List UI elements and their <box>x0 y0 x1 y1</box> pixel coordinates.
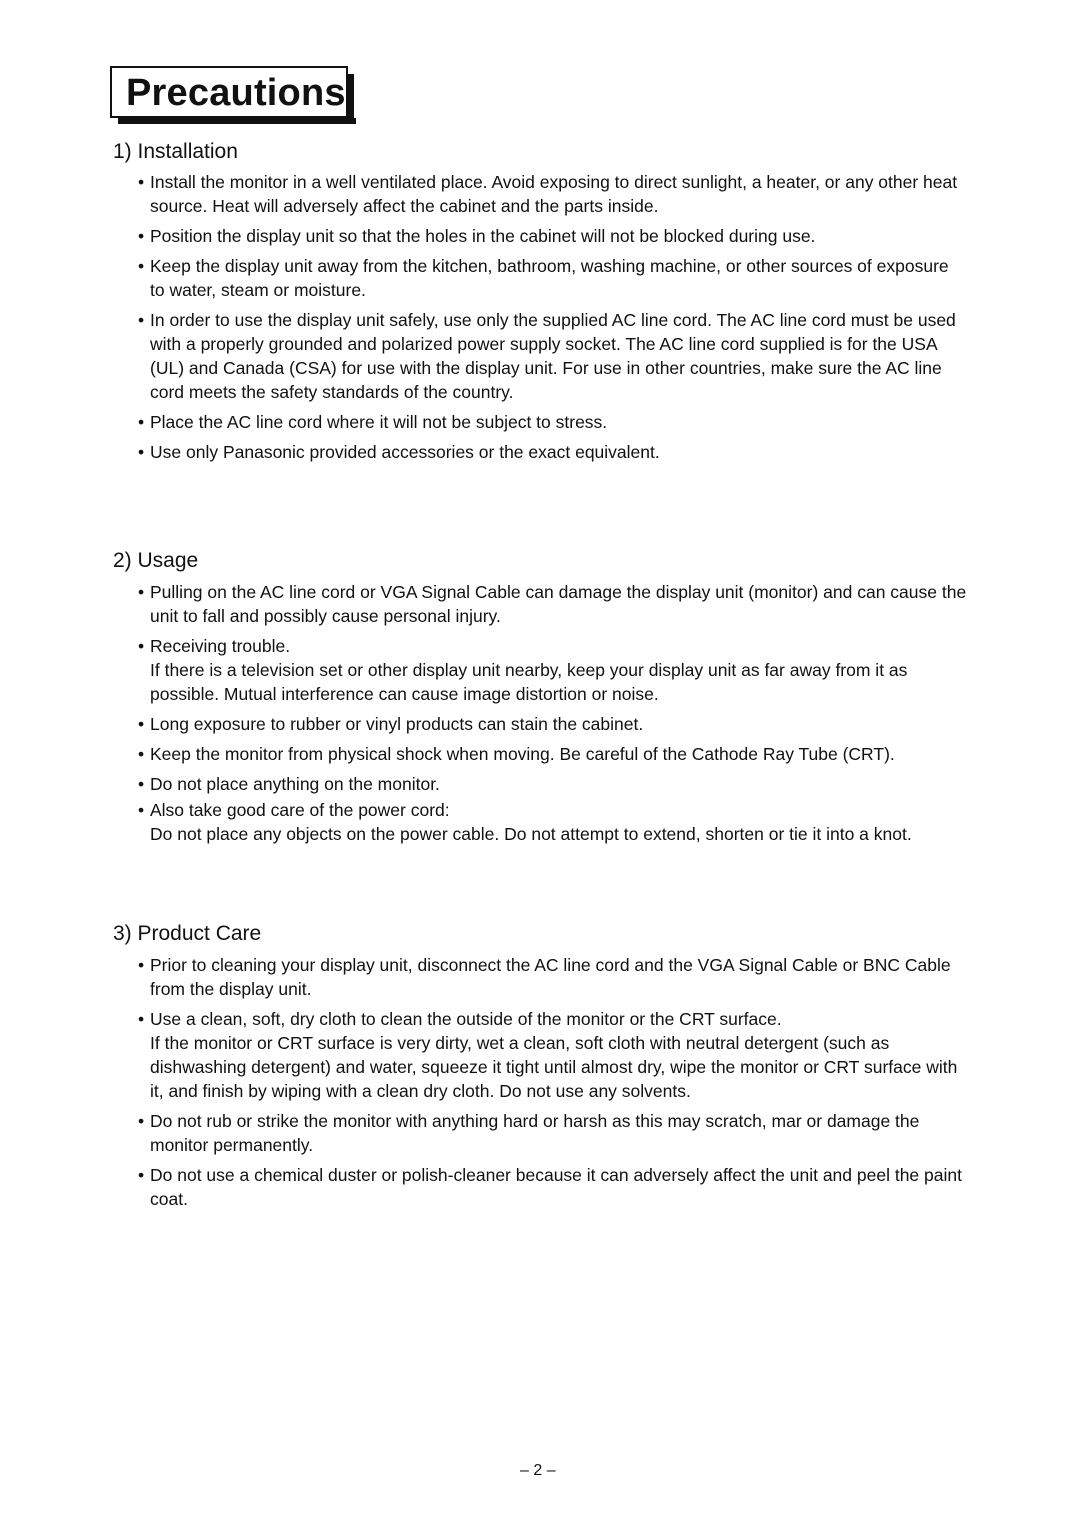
list-item <box>138 798 968 846</box>
section-heading-installation: 1) Installation <box>113 140 238 163</box>
list-item: • Keep the monitor from physical shock when moving. Be careful of the Cathode Ray Tube (CRT). <box>138 742 968 766</box>
list-item: • Do not use a chemical duster or polish-cleaner because it can adversely affect the unit and peel the paint coat. <box>138 1163 968 1211</box>
list-item: • Install the monitor in a well ventilated place. Avoid exposing to direct sunlight, a heater, or any other heat source. Heat will adversely affect the cabinet and the parts inside. <box>138 170 968 218</box>
list-item: • In order to use the display unit safely, use only the supplied AC line cord. The AC line cord must be used with a properly grounded and polarized power supply socket. The AC line cord supplied is for the USA (UL) and Canada (CSA) for use with the display unit. For use in other countries, make sure the AC line cord meets the safety standards of the country. <box>138 308 968 404</box>
list-item <box>138 1007 968 1103</box>
list-item: • Do not rub or strike the monitor with anything hard or harsh as this may scratch, mar or damage the monitor permanently. <box>138 1109 968 1157</box>
list-item: • Long exposure to rubber or vinyl products can stain the cabinet. <box>138 712 968 736</box>
title-box <box>110 66 348 118</box>
list-item-text: Use a clean, soft, dry cloth to clean the outside of the monitor or the CRT surface. <box>150 1009 782 1029</box>
list-item <box>138 634 968 706</box>
list-item: • Keep the display unit away from the kitchen, bathroom, washing machine, or other sources of exposure to water, steam or moisture. <box>138 254 968 302</box>
section-heading-product-care: 3) Product Care <box>113 922 262 945</box>
list-item: • Prior to cleaning your display unit, disconnect the AC line cord and the VGA Signal Cable or BNC Cable from the display unit. <box>138 953 968 1001</box>
list-item-subtext: Do not place any objects on the power cable. Do not attempt to extend, shorten or tie it into a knot. <box>150 824 912 844</box>
list-item: • Place the AC line cord where it will not be subject to stress. <box>138 410 968 434</box>
list-item: • Position the display unit so that the holes in the cabinet will not be blocked during use. <box>138 224 968 248</box>
list-item: • Use only Panasonic provided accessories or the exact equivalent. <box>138 440 968 464</box>
list-item-subtext: If the monitor or CRT surface is very dirty, wet a clean, soft cloth with neutral detergent (such as dishwashing detergent) and water, squeeze it tight until almost dry, wipe the monitor or CRT surface with it, and finish by wiping with a clean dry cloth. Do not use any solvents. <box>150 1033 958 1101</box>
list-item-subtext: If there is a television set or other display unit nearby, keep your display unit as far away from it as possible. Mutual interference can cause image distortion or noise. <box>150 660 908 704</box>
installation-list <box>138 170 968 464</box>
product-care-list <box>138 953 968 1211</box>
list-item-text: Also take good care of the power cord: <box>150 800 450 820</box>
list-item: • Pulling on the AC line cord or VGA Signal Cable can damage the display unit (monitor) and can cause the unit to fall and possibly cause personal injury. <box>138 580 968 628</box>
list-item: • Do not place anything on the monitor. <box>138 772 968 796</box>
section-heading-usage: 2) Usage <box>113 549 199 572</box>
usage-list <box>138 580 968 846</box>
list-item-text: Receiving trouble. <box>150 636 291 656</box>
page-title: Precautions <box>126 72 346 114</box>
page-number: – 2 – <box>520 1462 556 1479</box>
